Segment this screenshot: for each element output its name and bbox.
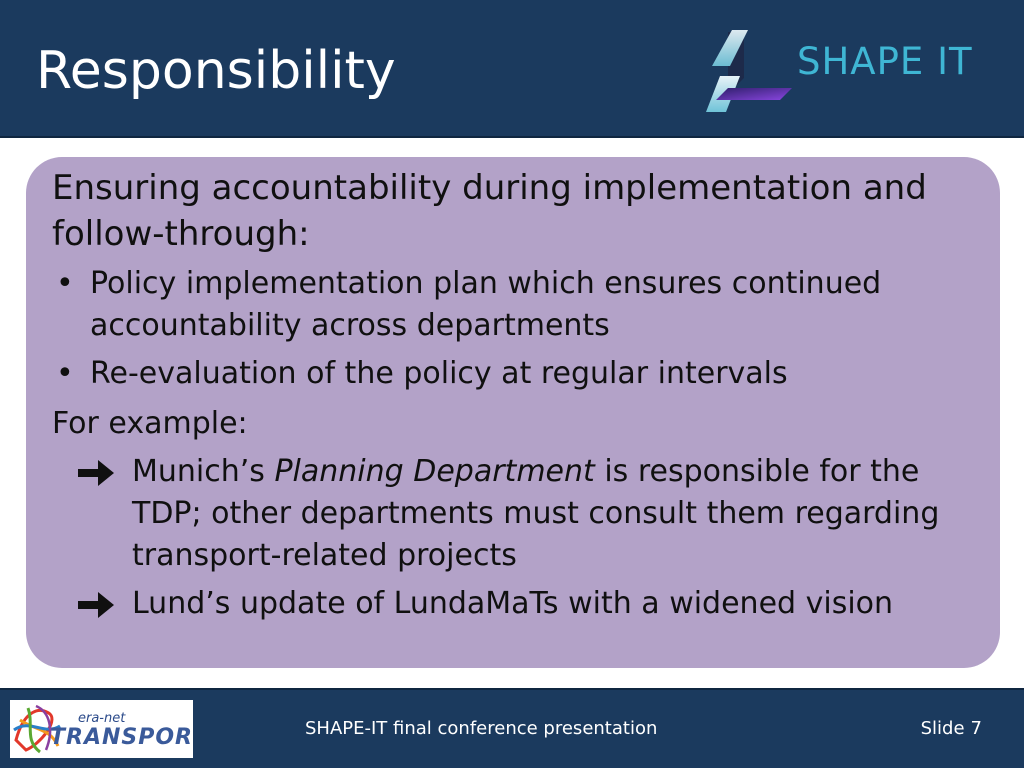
slide-title: Responsibility (36, 41, 396, 101)
list-item (52, 353, 974, 395)
slide-number (921, 718, 982, 739)
bullet-dot-icon: • (56, 356, 74, 391)
slide-footer (0, 688, 1024, 768)
shape-it-logo-text: SHAPE IT (797, 40, 973, 83)
example-text-italic: Planning Department (274, 454, 595, 489)
bullet-list (52, 263, 974, 395)
bullet-text: Re-evaluation of the policy at regular intervals (90, 356, 788, 391)
bullet-text: Policy implementation plan which ensures continued accountability across departments (90, 266, 882, 343)
example-text-start: Munich’s (132, 454, 275, 489)
example-text: Lund’s update of LundaMaTs with a widened vision (132, 586, 894, 621)
example-list (52, 451, 974, 625)
list-item (52, 263, 974, 347)
example-text-end: is responsible for the TDP; other departments must consult them regarding transport-related projects (132, 454, 940, 573)
era-net-transport-logo (10, 700, 193, 758)
era-net-logo-text: era-net (78, 711, 126, 726)
content-card (26, 157, 1000, 668)
transport-logo-text: TRANSPORT (50, 725, 193, 750)
era-net-transport-logo-icon (10, 700, 193, 758)
presentation-title: SHAPE-IT final conference presentation (305, 718, 658, 739)
slide-label: Slide (920, 718, 965, 739)
slide-header (0, 0, 1024, 138)
intro-text: Ensuring accountability during implementation and follow-through: (52, 168, 927, 254)
shape-it-logo-mark-icon (700, 26, 800, 118)
right-arrow-icon (78, 460, 114, 486)
bullet-dot-icon: • (56, 266, 74, 301)
shape-it-logo (700, 26, 990, 118)
list-item (52, 451, 974, 577)
right-arrow-icon (78, 592, 114, 618)
example-label: For example: (52, 406, 248, 441)
list-item (52, 583, 974, 625)
slide-number-value: 7 (970, 718, 982, 739)
